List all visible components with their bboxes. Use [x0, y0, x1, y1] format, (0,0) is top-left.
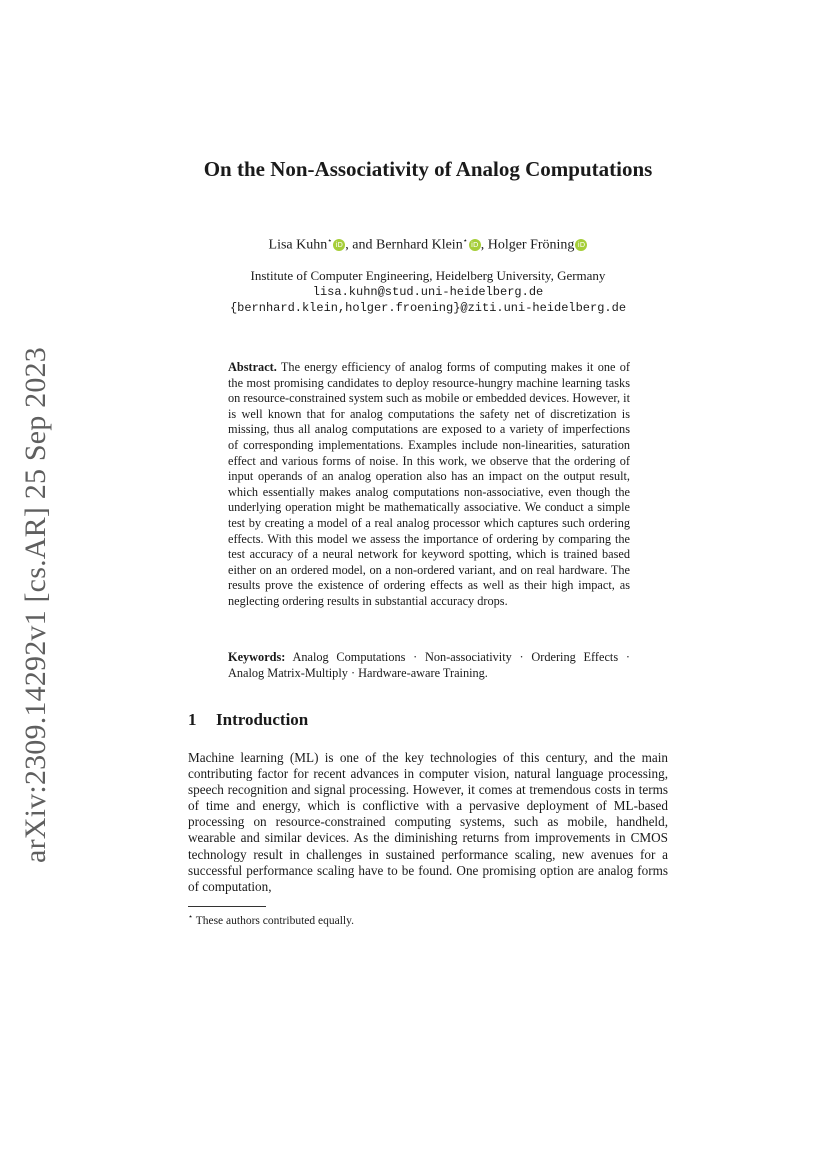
arxiv-identifier-text: arXiv:2309.14292v1 [cs.AR] 25 Sep 2023: [19, 347, 53, 863]
author-list: [188, 236, 668, 254]
section-heading: [188, 710, 308, 730]
section-title: Introduction: [216, 710, 309, 729]
footnote-text: These authors contributed equally.: [195, 914, 354, 927]
orcid-icon[interactable]: iD: [575, 239, 587, 251]
keywords-label: Keywords:: [228, 650, 286, 664]
footnote-mark: ⋆: [188, 912, 194, 921]
paper-title: On the Non-Associativity of Analog Computations: [203, 157, 653, 181]
author-separator: ,: [480, 237, 488, 253]
author-name: Holger Fröning: [487, 237, 575, 253]
footnote: [188, 912, 354, 927]
keywords-text: Analog Computations · Non-associativity · Ordering Effects · Analog Matrix-Multiply · Hardware-aware Training.: [228, 650, 630, 680]
institute-name: Institute of Computer Engineering, Heidelberg University, Germany: [250, 268, 606, 283]
equal-contribution-mark: ⋆: [462, 236, 468, 245]
body-paragraph: Machine learning (ML) is one of the key technologies of this century, and the main contributing factor for recent advances in computer vision, natural language processing, speech recognition and signal processing. However, it comes at tremendous costs in terms of time and energy, which is conflictive with a pervasive deployment of ML-based processing on resource-constrained computing systems, such as mobile, handheld, wearable and similar devices. As the diminishing returns from improvements in CMOS technology result in challenges in sustained performance scaling, new avenues for a successful performance scaling have to be found. One promising option are analog forms of computation,: [188, 750, 668, 894]
keywords: [228, 650, 630, 681]
arxiv-identifier: [10, 347, 62, 863]
author-separator: , and: [345, 237, 376, 253]
equal-contribution-mark: ⋆: [327, 236, 333, 245]
abstract: [228, 360, 630, 610]
section-number: 1: [188, 710, 197, 729]
email-address[interactable]: {bernhard.klein,holger.froening}@ziti.uni-heidelberg.de: [229, 301, 627, 315]
author-name: Bernhard Klein: [376, 237, 463, 253]
affiliation-block: [188, 268, 668, 316]
author-name: Lisa Kuhn: [268, 237, 328, 253]
abstract-label: Abstract.: [228, 360, 277, 374]
orcid-icon[interactable]: iD: [333, 239, 345, 251]
email-address[interactable]: lisa.kuhn@stud.uni-heidelberg.de: [312, 285, 544, 299]
abstract-text: The energy efficiency of analog forms of computing makes it one of the most promising candidates to deploy resource-hungry machine learning tasks on resource-constrained system such as mobile or embedded devices. However, it is well known that for analog computations the safety net of discretization is missing, thus all analog computations are exposed to a variety of imperfections of corresponding implementations. Examples include non-linearities, saturation effect and various forms of noise. In this work, we observe that the ordering of input operands of an analog operation also has an impact on the output result, which essentially makes analog computations non-associative, even though the underlying operation might be mathematically associative. We conduct a simple test by creating a model of a real analog processor which captures such ordering effects. With this model we assess the importance of ordering by comparing the test accuracy of a neural network for keyword spotting, which is trained based either on an ordered model, on a non-ordered variant, and on real hardware. The results prove the existence of ordering effects as well as their high impact, as neglecting ordering results in substantial accuracy drops.: [228, 360, 630, 608]
orcid-icon[interactable]: iD: [469, 239, 481, 251]
footnote-rule: [188, 906, 266, 907]
